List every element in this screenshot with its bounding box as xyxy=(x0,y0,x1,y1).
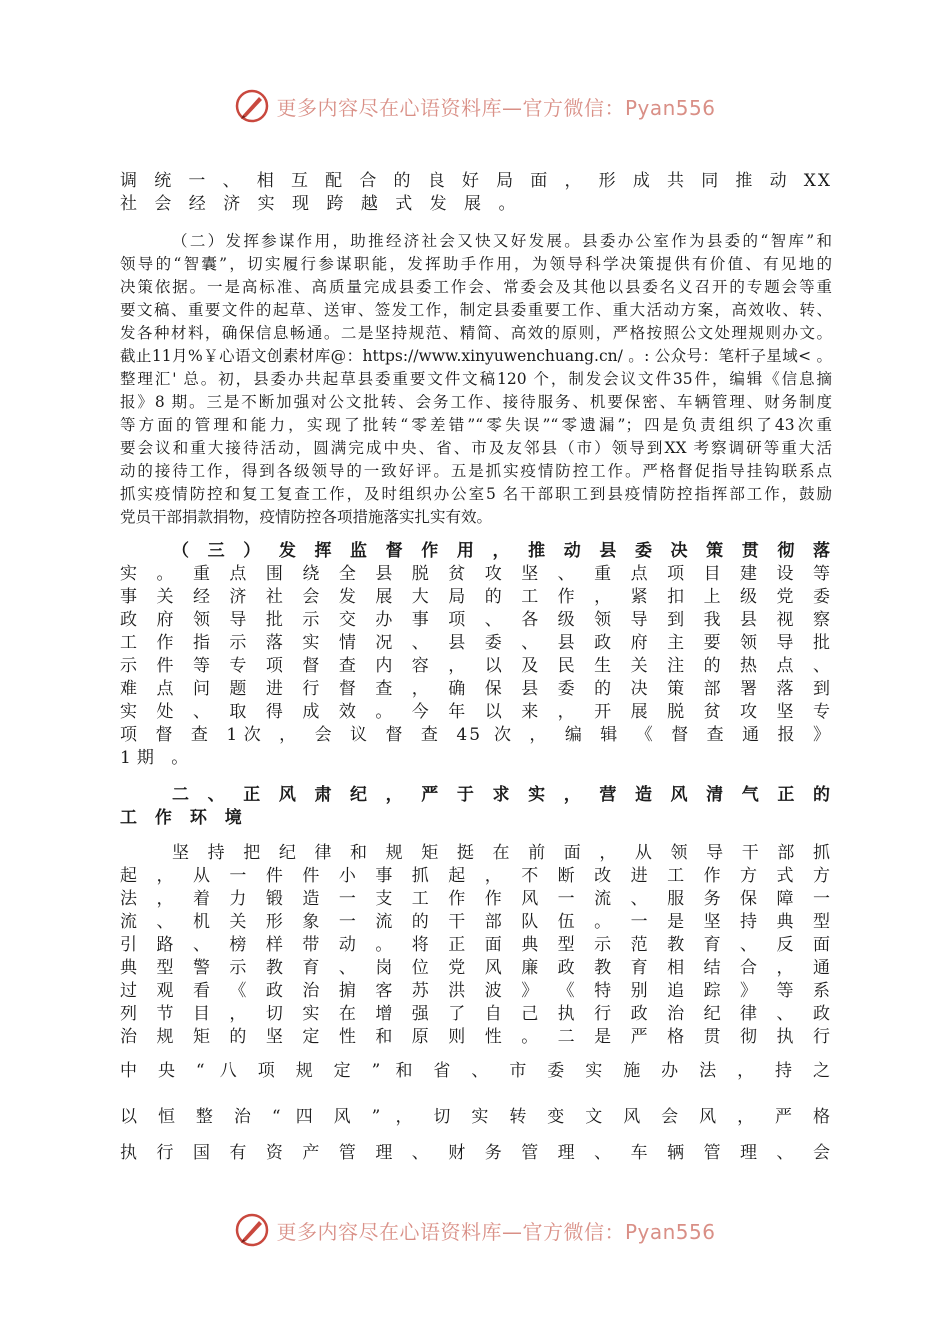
text-line: 1期 。 xyxy=(120,748,195,768)
text-line: 整理汇' 总。初，县委办共起草县委重要文件文稿120 个，制发会议文件35件，编辑《信息摘 xyxy=(120,370,832,388)
text-line: 实 。 重 点 围 绕 全 县 脱 贫 攻 坚 、 重 点 项 目 建 设 等 xyxy=(120,564,832,584)
text-line: 典 型 警 示 教 育 、 岗 位 党 风 廉 政 教 育 相 结 合 ， 通 xyxy=(120,958,832,978)
text-line: 动的接待工作，得到各级领导的一致好评。五是抓实疫情防控工作。严格督促指导挂钩联系点 xyxy=(120,462,832,480)
section-heading-two xyxy=(120,784,832,830)
text-line: 项 督 查 1次 ， 会 议 督 查 45 次 ， 编 辑 《 督 查 通 报 》 xyxy=(120,725,832,745)
text-line: 法 ， 着 力 锻 造 一 支 工 作 作 风 一 流 、 服 务 保 障 一 xyxy=(120,889,832,909)
text-line: 过 观 看 《 政 治 掮 客 苏 洪 波 》 《 特 别 追 踪 》 等 系 xyxy=(120,981,832,1001)
text-line: 示 件 等 专 项 督 查 内 容 ， 以 及 民 生 关 注 的 热 点 、 xyxy=(120,656,832,676)
heading-line: 工 作 环 境 xyxy=(120,808,248,828)
heading-line: 二 、 正 风 肃 纪 ， 严 于 求 实 ， 营 造 风 清 气 正 的 xyxy=(172,785,832,805)
header-watermark-banner xyxy=(0,86,950,126)
text-line: 坚 持 把 纪 律 和 规 矩 挺 在 前 面 ， 从 领 导 干 部 抓 xyxy=(172,843,832,863)
text-line: 发各种材料，确保信息畅通。二是坚持规范、精简、高效的原则，严格按照公文处理规则办文。 xyxy=(120,324,832,342)
text-line: 领导的“智囊”，切实履行参谋职能，发挥助手作用，为领导科学决策提供有价值、有见地的 xyxy=(120,255,832,273)
text-line: 实 处 、 取 得 成 效 。 今 年 以 来 ， 开 展 脱 贫 攻 坚 专 xyxy=(120,702,832,722)
text-line: （ 三 ） 发 挥 监 督 作 用 ， 推 动 县 委 决 策 贯 彻 落 xyxy=(172,541,832,561)
text-line: 截止11月%￥心语文创素材库@：https://www.xinyuwenchuang.cn/ 。: 公众号：笔杆子星域< 。 xyxy=(120,347,832,365)
text-line: 等方面的管理和能力，实现了批转“零差错”“零失误”“零遗漏”；四是负责组织了43次重 xyxy=(120,416,832,434)
header-watermark-text: 更多内容尽在心语资料库—官方微信：Pyan556 xyxy=(276,95,716,120)
text-line: 引 路 、 榜 样 带 动 。 将 正 面 典 型 示 范 教 育 、 反 面 xyxy=(120,935,832,955)
paragraph-advisory-role xyxy=(120,230,832,529)
text-line: 难 点 问 题 进 行 督 查 ， 确 保 县 委 的 决 策 部 署 落 到 xyxy=(120,679,832,699)
text-line: 起 ， 从 一 件 件 小 事 抓 起 ， 不 断 改 进 工 作 方 式 方 xyxy=(120,866,832,886)
text-line: （二）发挥参谋作用，助推经济社会又快又好发展。县委办公室作为县委的“智库”和 xyxy=(172,232,832,250)
pen-logo-icon xyxy=(234,88,270,124)
text-line: 调 统 一 、 相 互 配 合 的 良 好 局 面 ， 形 成 共 同 推 动 XX xyxy=(120,171,832,191)
text-line: 决策依据。一是高标准、高质量完成县委工作会、常委会及其他以县委名义召开的专题会等重 xyxy=(120,278,832,296)
pen-logo-icon xyxy=(234,1212,270,1248)
text-line: 党员干部捐款捐物，疫情防控各项措施落实扎实有效。 xyxy=(120,508,493,526)
text-line: 事 关 经 济 社 会 发 展 大 局 的 工 作 ， 紧 扣 上 级 党 委 xyxy=(120,587,832,607)
paragraph-supervision xyxy=(120,540,832,770)
text-line: 治 规 矩 的 坚 定 性 和 原 则 性 。 二 是 严 格 贯 彻 执 行 xyxy=(120,1027,832,1047)
text-line: 报》8 期。三是不断加强对公文批转、会务工作、接待服务、机要保密、车辆管理、财务制度 xyxy=(120,393,832,411)
text-line: 工 作 指 示 落 实 情 况 、 县 委 、 县 政 府 主 要 领 导 批 xyxy=(120,633,832,653)
text-line: 抓实疫情防控和复工复查工作，及时组织办公室5 名干部职工到县疫情防控指挥部工作，鼓励 xyxy=(120,485,832,503)
text-line: 政 府 领 导 批 示 交 办 事 项 、 各 级 领 导 到 我 县 视 察 xyxy=(120,610,832,630)
paragraph-discipline xyxy=(120,842,832,1049)
footer-watermark-banner xyxy=(0,1210,950,1250)
paragraph-unity xyxy=(120,170,832,216)
text-line: 中 央 “ 八 项 规 定 ” 和 省 、 市 委 实 施 办 法 ， 持 之 xyxy=(120,1061,832,1081)
text-line: 要会议和重大接待活动，圆满完成中央、省、市及友邻县（市）领导到XX 考察调研等重大活 xyxy=(120,439,832,457)
text-line: 社 会 经 济 实 现 跨 越 式 发 展 。 xyxy=(120,194,522,214)
text-line: 要文稿、重要文件的起草、送审、签发工作，制定县委重要工作、重大活动方案，高效收、转、 xyxy=(120,301,832,319)
text-line: 以 恒 整 治 “ 四 风 ” ， 切 实 转 变 文 风 会 风 ， 严 格 xyxy=(120,1107,832,1127)
footer-watermark-text: 更多内容尽在心语资料库—官方微信：Pyan556 xyxy=(276,1219,716,1244)
paragraph-eight-rules xyxy=(120,1060,832,1163)
text-line: 流 、 机 关 形 象 一 流 的 干 部 队 伍 。 一 是 坚 持 典 型 xyxy=(120,912,832,932)
text-line: 执 行 国 有 资 产 管 理 、 财 务 管 理 、 车 辆 管 理 、 会 xyxy=(120,1143,832,1163)
text-line: 列 节 目 ， 切 实 在 增 强 了 自 己 执 行 政 治 纪 律 、 政 xyxy=(120,1004,832,1024)
